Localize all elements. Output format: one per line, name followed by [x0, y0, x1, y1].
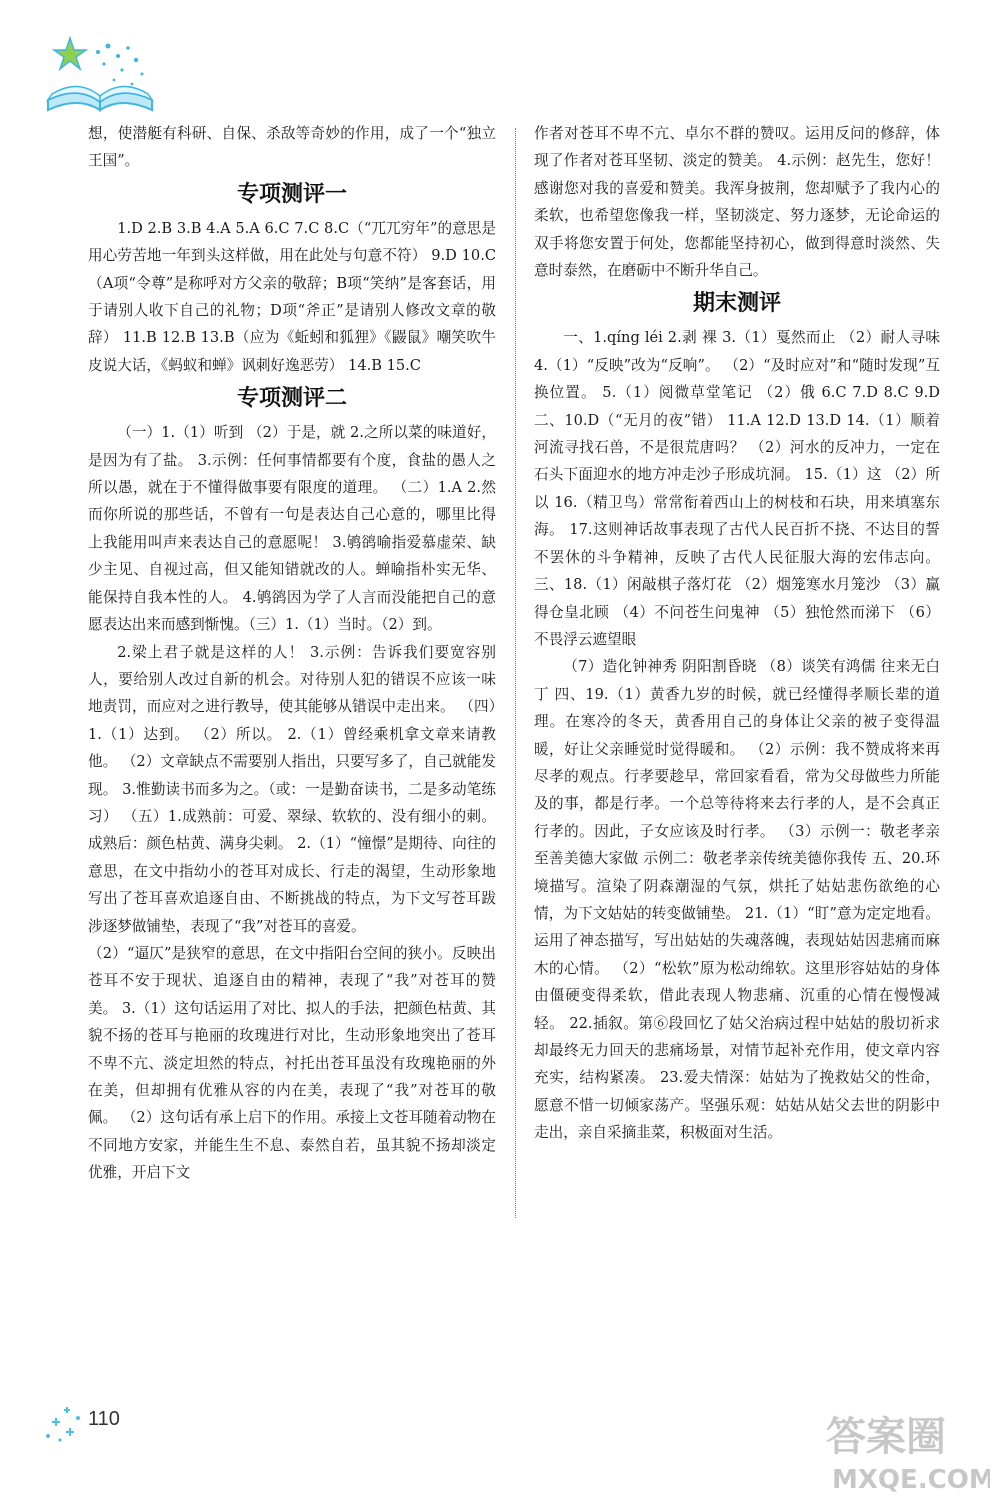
watermark-title: 答案圈 — [826, 1414, 946, 1460]
left-column — [88, 120, 496, 1187]
section2-para-1: （一）1.（1）听到 （2）于是，就 2.之所以菜的味道好，是因为有了盐。 3.示例：任何事情都要有个度，食盐的愚人之所以愚，就在于不懂得做事要有限度的道理。 （二）1.A 2.然而你所说的那些话，不曾有一句是表达自己心意的，哪里比得上我能用叫声来表达自己的意愿呢！ 3.鸲鹆喻指爱慕虚荣、缺少主见、自视过高，但又能知错就改的人。蝉喻指朴实无华、能保持自我本性的人。 4.鸲鹆因为学了人言而没能把自己的意愿表达出来而感到惭愧。（三）1.（1）当时。（2）到。 — [88, 424, 496, 634]
watermark-url: MXQE.COM — [832, 1465, 990, 1495]
watermark-logo — [820, 1400, 990, 1500]
section-title-2: 专项测评二 — [236, 386, 347, 412]
section3-para-1: 一、1.qíng léi 2.剥 裸 3.（1）戛然而止 （2）耐人寻味 4.（1）“反映”改为“反响”。 （2）“及时应对”和“随时发现”互换位置。 5.（1）阅微草堂笔记 （2）俄 6.C 7.D 8.C 9.D 二、10.D（“无月的夜”错） 11.A 12.D 13.D 14.（1）顺着河流寻找石兽，不是很荒唐吗？ （2）河水的反冲力，一定在石头下面迎水的地方冲走沙子形成坑洞。 15.（1）这 （2）所以 16.（精卫鸟）常常衔着西山上的树枝和石块，用来填塞东海。 17.这则神话故事表现了古代人民百折不挠、不达目的誓不罢休的斗争精神，反映了古代人民征服大海的宏伟志向。 三、18.（1）闲敲棋子落灯花 （2）烟笼寒水月笼沙 （3）赢得仓皇北顾 （4）不问苍生问鬼神 （5）独怆然而涕下 （6）不畏浮云遮望眼 — [534, 329, 940, 648]
sparkle-deco-icon — [40, 1400, 90, 1444]
right-column — [534, 120, 940, 1147]
section-title-1: 专项测评一 — [236, 181, 347, 207]
section-title-3: 期末测评 — [692, 291, 781, 317]
page-number: 110 — [88, 1408, 120, 1430]
section2-para-2: 2.梁上君子就是这样的人！ 3.示例：告诉我们要宽容别人，要给别人改过自新的机会。对待别人犯的错误不应该一味地责罚，而应对之进行教导，使其能够从错误中走出来。 （四）1.（1）达到。 （2）所以。 2.（1）曾经乘机拿文章来请教他。 （2）文章缺点不需要别人指出，只要写多了，自己就能发现。 3.惟勤读书而多为之。（或：一是勤奋读书，二是多动笔练习） （五）1.成熟前：可爱、翠绿、软软的、没有细小的刺。 成熟后：颜色枯黄、满身尖刺。 2.（1）“憧憬”是期待、向往的意思，在文中指幼小的苍耳对成长、行走的渴望，生动形象地写出了苍耳喜欢追逐自由、不断挑战的特点，为下文写苍耳跋涉逐梦做铺垫，表现了“我”对苍耳的喜爱。 — [88, 643, 496, 935]
continuation-text: 作者对苍耳不卑不亢、卓尔不群的赞叹。运用反问的修辞，体现了作者对苍耳坚韧、淡定的赞美。 4.示例：赵先生，您好！感谢您对我的喜爱和赞美。我浑身披荆，您却赋予了我内心的柔软，也希望您像我一样，坚韧淡定、努力逐梦，无论命运的双手将您安置于何处，您都能坚持初心，做到得意时淡然、失意时泰然，在磨砺中不断升华自己。 — [534, 125, 940, 280]
book-logo-icon — [38, 30, 168, 120]
intro-text: 想，使潜艇有科研、自保、杀敌等奇妙的作用，成了一个“独立王国”。 — [88, 125, 496, 170]
section1-answers: 1.D 2.B 3.B 4.A 5.A 6.C 7.C 8.C（“兀兀穷年”的意思是用心劳苦地一年到头这样做，用在此处与句意不符） 9.D 10.C（A项“令尊”是称呼对方父亲的敬辞；B项“笑纳”是客套话，用于请别人收下自己的礼物；D项“斧正”是请别人修改文章的敬辞） 11.B 12.B 13.B（应为《蚯蚓和狐狸》《鼹鼠》嘲笑吹牛皮说大话，《蚂蚁和蝉》讽刺好逸恶劳） 14.B 15.C — [88, 219, 496, 374]
section2-para-3: （2）“逼仄”是狭窄的意思，在文中指阳台空间的狭小。反映出苍耳不安于现状、追逐自由的精神，表现了“我”对苍耳的赞美。 3.（1）这句话运用了对比、拟人的手法，把颜色枯黄、其貌不扬的苍耳与艳丽的玫瑰进行对比，生动形象地突出了苍耳不卑不亢、淡定坦然的特点，衬托出苍耳虽没有玫瑰艳丽的外在美，但却拥有优雅从容的内在美，表现了“我”对苍耳的敬佩。 （2）这句话有承上启下的作用。承接上文苍耳随着动物在不同地方安家，并能生生不息、泰然自若，虽其貌不扬却淡定优雅，开启下文 — [88, 944, 496, 1182]
section3-para-2: （7）造化钟神秀 阴阳割昏晓 （8）谈笑有鸿儒 往来无白丁 四、19.（1）黄香九岁的时候，就已经懂得孝顺长辈的道理。在寒冷的冬天，黄香用自己的身体让父亲的被子变得温暖，好让父亲睡觉时觉得暖和。 （2）示例：我不赞成将来再尽孝的观点。行孝要趁早，常回家看看，常为父母做些力所能及的事，都是行孝。一个总等待将来去行孝的人，是不会真正行孝的。因此，子女应该及时行孝。 （3）示例一：敬老孝亲至善美德大家做 示例二：敬老孝亲传统美德你我传 五、20.环境描写。渲染了阴森潮湿的气氛，烘托了姑姑悲伤欲绝的心情，为下文姑姑的转变做铺垫。 21.（1）“盯”意为定定地看。运用了神态描写，写出姑姑的失魂落魄，表现姑姑因悲痛而麻木的心情。 （2）“松软”原为松动绵软。这里形容姑姑的身体由僵硬变得柔软，借此表现人物悲痛、沉重的心情在慢慢减轻。 22.插叙。第⑥段回忆了姑父治病过程中姑姑的殷切祈求却最终无力回天的悲痛场景，对情节起补充作用，使文章内容充实，结构紧凑。 23.爱夫情深：姑姑为了挽救姑父的性命，愿意不惜一切倾家荡产。坚强乐观：姑姑从姑父去世的阴影中走出，亲自采摘韭菜，积极面对生活。 — [534, 658, 940, 1142]
column-divider — [515, 128, 516, 1218]
